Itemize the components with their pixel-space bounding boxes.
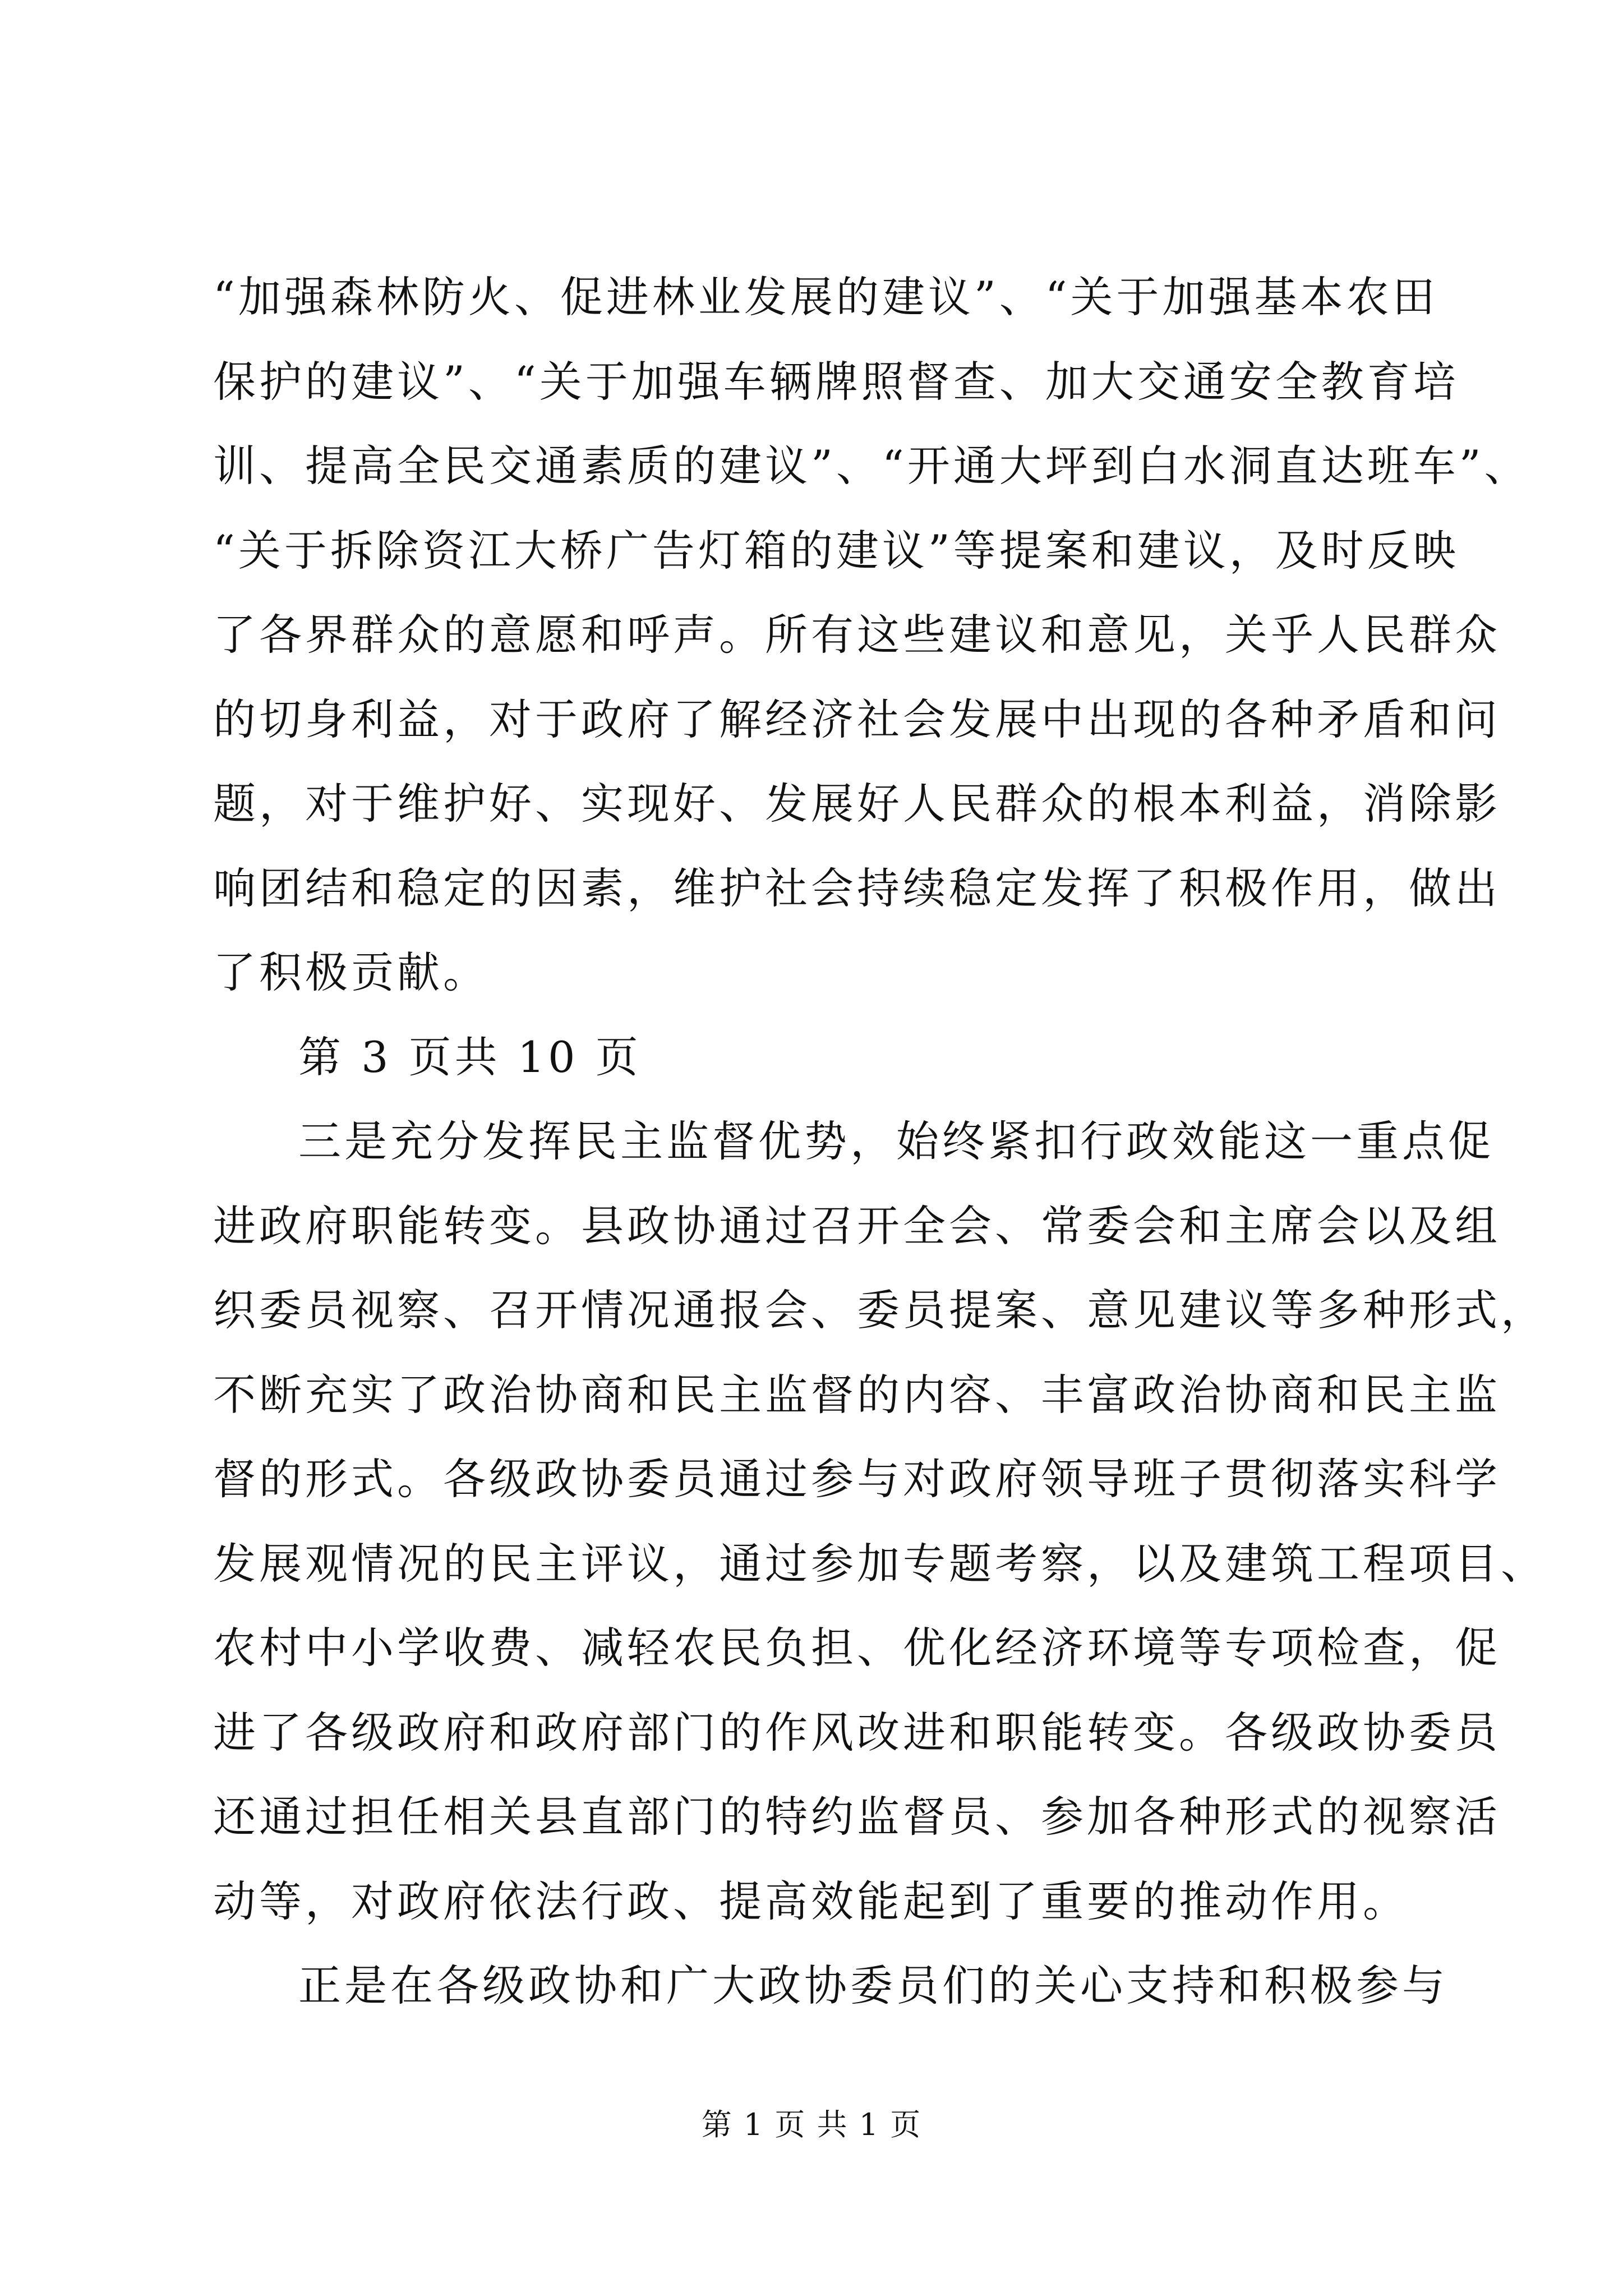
text-line: 的切身利益，对于政府了解经济社会发展中出现的各种矛盾和问 bbox=[213, 694, 1501, 744]
page-footer: 第 1 页 共 1 页 bbox=[701, 2107, 922, 2142]
text-line: 还通过担任相关县直部门的特约监督员、参加各种形式的视察活 bbox=[213, 1792, 1501, 1842]
text-line: “加强森林防火、促进林业发展的建议”、“关于加强基本农田 bbox=[213, 272, 1438, 322]
text-line: 三是充分发挥民主监督优势，始终紧扣行政效能这一重点促 bbox=[298, 1116, 1494, 1166]
text-line: 题，对于维护好、实现好、发展好人民群众的根本利益，消除影 bbox=[213, 779, 1501, 829]
inline-page-marker: 第 3 页共 10 页 bbox=[298, 1032, 642, 1082]
text-line: 织委员视察、召开情况通报会、委员提案、意见建议等多种形式， bbox=[213, 1285, 1547, 1335]
text-line: 进了各级政府和政府部门的作风改进和职能转变。各级政协委员 bbox=[213, 1707, 1501, 1757]
document-body bbox=[213, 255, 1547, 2028]
text-line: 保护的建议”、“关于加强车辆牌照督查、加大交通安全教育培 bbox=[213, 356, 1459, 407]
text-line: 发展观情况的民主评议，通过参加专题考察，以及建筑工程项目、 bbox=[213, 1538, 1547, 1589]
text-line: 督的形式。各级政协委员通过参与对政府领导班子贯彻落实科学 bbox=[213, 1454, 1501, 1504]
text-line: 了各界群众的意愿和呼声。所有这些建议和意见，关乎人民群众 bbox=[213, 610, 1501, 660]
text-line: 了积极贡献。 bbox=[213, 947, 489, 997]
text-line: “关于拆除资江大桥广告灯箱的建议”等提案和建议，及时反映 bbox=[213, 525, 1459, 576]
text-line: 动等，对政府依法行政、提高效能起到了重要的推动作用。 bbox=[213, 1876, 1409, 1926]
text-line: 农村中小学收费、减轻农民负担、优化经济环境等专项检查，促 bbox=[213, 1623, 1501, 1673]
text-line: 不断充实了政治协商和民主监督的内容、丰富政治协商和民主监 bbox=[213, 1369, 1501, 1420]
text-line: 正是在各级政协和广大政协委员们的关心支持和积极参与 bbox=[298, 1961, 1448, 2010]
text-line: 进政府职能转变。县政协通过召开全会、常委会和主席会以及组 bbox=[213, 1200, 1501, 1251]
text-line: 训、提高全民交通素质的建议”、“开通大坪到白水洞直达班车”、 bbox=[213, 441, 1530, 491]
text-line: 响团结和稳定的因素，维护社会持续稳定发挥了积极作用，做出 bbox=[213, 863, 1501, 913]
